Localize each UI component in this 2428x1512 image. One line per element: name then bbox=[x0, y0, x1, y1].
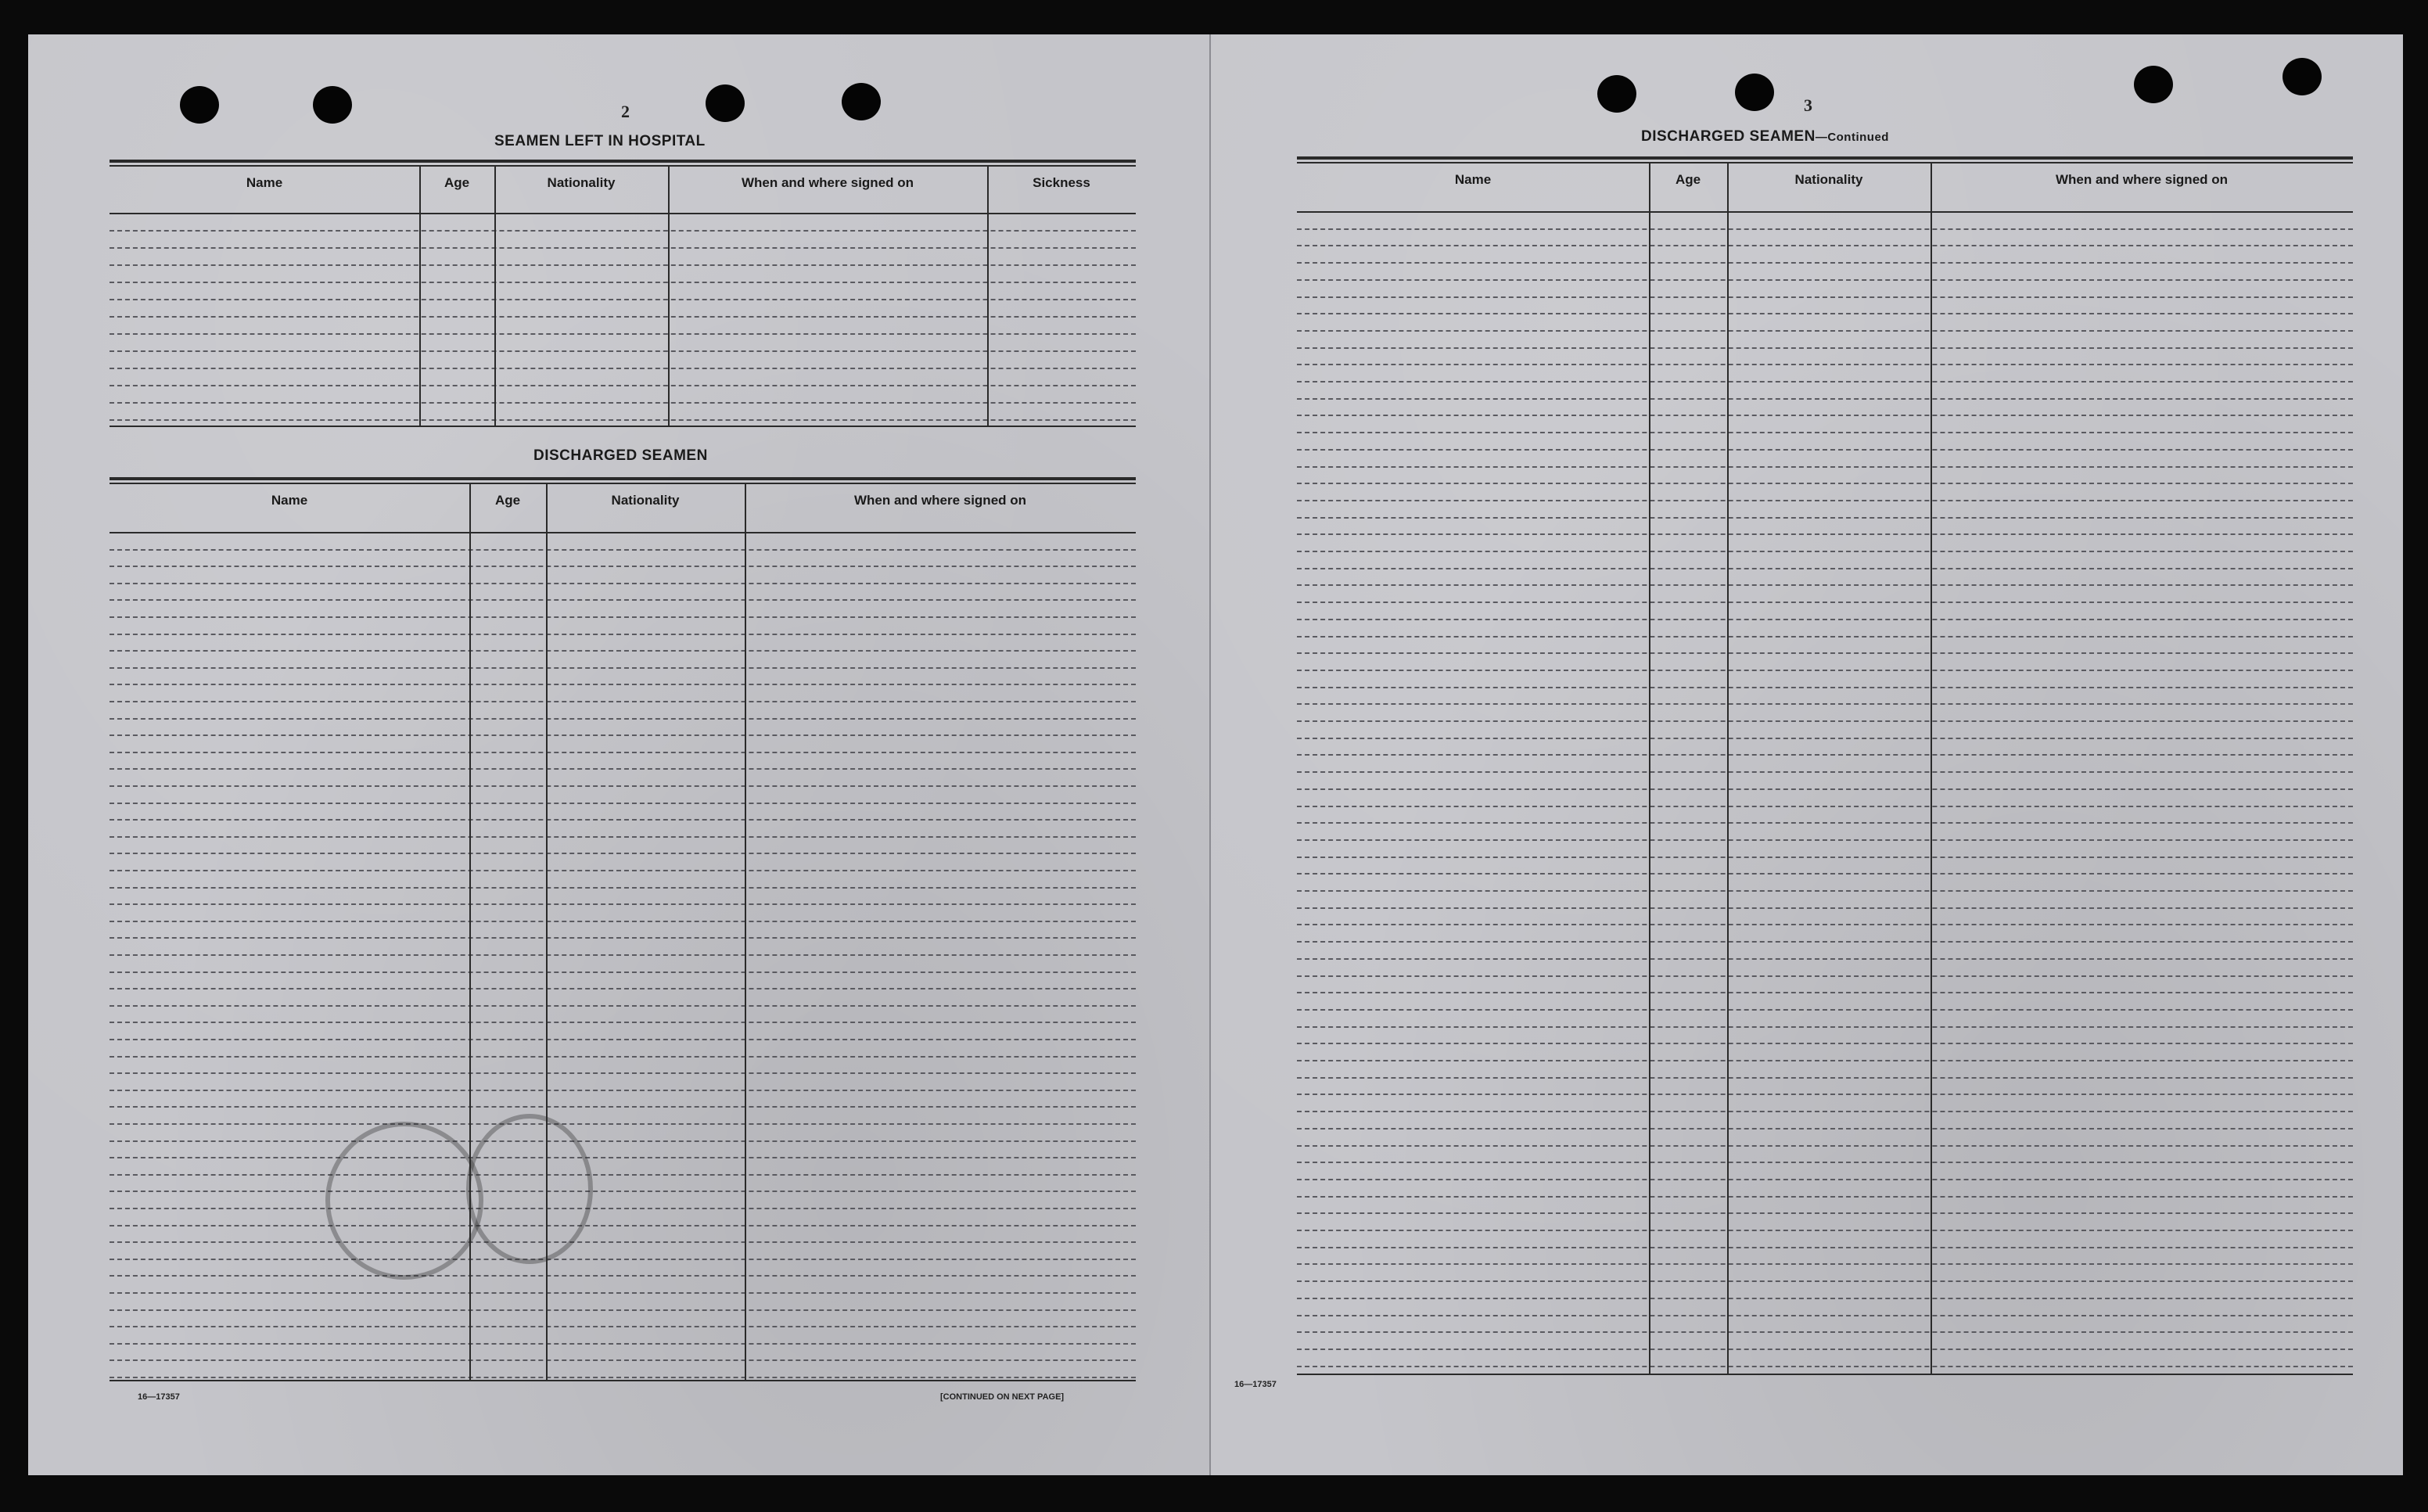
row-line bbox=[110, 1259, 1136, 1260]
row-line bbox=[110, 1309, 1136, 1311]
row-line bbox=[1297, 703, 2353, 705]
row-line bbox=[1297, 1212, 2353, 1214]
row-line bbox=[1297, 890, 2353, 892]
row-line bbox=[110, 282, 1136, 283]
row-line bbox=[1297, 992, 2353, 993]
row-line bbox=[1297, 551, 2353, 552]
row-line bbox=[1297, 754, 2353, 756]
row-line bbox=[1297, 873, 2353, 875]
row-line bbox=[110, 402, 1136, 404]
column-divider bbox=[1649, 163, 1650, 1374]
right-page bbox=[1209, 34, 2403, 1475]
discharged-section-title: DISCHARGED SEAMEN bbox=[533, 447, 708, 464]
row-line bbox=[110, 350, 1136, 352]
row-line bbox=[110, 1022, 1136, 1023]
row-line bbox=[110, 264, 1136, 266]
row-line bbox=[1297, 568, 2353, 569]
row-line bbox=[1297, 449, 2353, 451]
table-top-rule bbox=[1297, 156, 2353, 160]
row-line bbox=[110, 419, 1136, 421]
row-line bbox=[1297, 687, 2353, 688]
row-line bbox=[1297, 432, 2353, 433]
row-line bbox=[1297, 517, 2353, 519]
column-header: When and where signed on bbox=[853, 493, 1027, 508]
row-line bbox=[1297, 806, 2353, 807]
row-line bbox=[110, 385, 1136, 386]
page-number: 3 bbox=[1804, 95, 1812, 115]
row-line bbox=[110, 599, 1136, 601]
column-header: Age bbox=[444, 175, 470, 190]
row-line bbox=[110, 1275, 1136, 1277]
row-line bbox=[1297, 670, 2353, 671]
table-top-rule bbox=[1297, 162, 2353, 163]
row-line bbox=[1297, 228, 2353, 230]
table-top-rule bbox=[110, 477, 1136, 480]
row-line bbox=[1297, 975, 2353, 977]
row-line bbox=[110, 1208, 1136, 1209]
row-line bbox=[1297, 822, 2353, 824]
punch-hole bbox=[2283, 58, 2322, 95]
row-line bbox=[1297, 602, 2353, 603]
row-line bbox=[110, 887, 1136, 889]
row-line bbox=[110, 1241, 1136, 1243]
column-header: Nationality bbox=[547, 175, 616, 190]
row-line bbox=[110, 734, 1136, 736]
row-line bbox=[110, 785, 1136, 787]
column-divider bbox=[1727, 163, 1729, 1374]
table-top-rule bbox=[110, 165, 1136, 167]
row-line bbox=[1297, 1331, 2353, 1333]
form-number: 16—17357 bbox=[138, 1392, 180, 1402]
row-line bbox=[110, 634, 1136, 635]
row-line bbox=[1297, 1026, 2353, 1028]
row-line bbox=[1297, 788, 2353, 790]
punch-hole bbox=[706, 84, 745, 122]
table-top-rule bbox=[110, 160, 1136, 163]
row-line bbox=[110, 1106, 1136, 1108]
punch-hole bbox=[2134, 66, 2173, 103]
row-line bbox=[1297, 1315, 2353, 1316]
row-line bbox=[110, 752, 1136, 753]
row-line bbox=[110, 1225, 1136, 1226]
row-line bbox=[1297, 381, 2353, 382]
row-line bbox=[1297, 738, 2353, 739]
discharged-continued-title bbox=[1641, 128, 1889, 145]
row-line bbox=[110, 701, 1136, 702]
row-line bbox=[110, 230, 1136, 232]
row-line bbox=[1297, 1145, 2353, 1147]
row-line bbox=[1297, 398, 2353, 400]
row-line bbox=[1297, 1094, 2353, 1095]
column-divider bbox=[1931, 163, 1932, 1374]
row-line bbox=[110, 549, 1136, 551]
row-line bbox=[1297, 1366, 2353, 1367]
row-line bbox=[110, 583, 1136, 584]
row-line bbox=[110, 768, 1136, 770]
row-line bbox=[1297, 347, 2353, 349]
row-line bbox=[1297, 771, 2353, 773]
header-rule bbox=[110, 213, 1136, 214]
row-line bbox=[110, 333, 1136, 335]
row-line bbox=[110, 819, 1136, 821]
row-line bbox=[1297, 924, 2353, 925]
column-divider bbox=[745, 483, 746, 1380]
row-line bbox=[110, 1072, 1136, 1074]
row-line bbox=[110, 903, 1136, 905]
header-rule bbox=[1297, 211, 2353, 213]
row-line bbox=[1297, 1179, 2353, 1180]
form-number: 16—17357 bbox=[1234, 1380, 1277, 1389]
row-line bbox=[1297, 245, 2353, 246]
row-line bbox=[110, 1359, 1136, 1361]
hospital-section-title: SEAMEN LEFT IN HOSPITAL bbox=[494, 133, 706, 149]
row-line bbox=[1297, 483, 2353, 484]
row-line bbox=[1297, 584, 2353, 586]
row-line bbox=[1297, 364, 2353, 365]
table-bottom-rule bbox=[1297, 1374, 2353, 1375]
continued-note: [CONTINUED ON NEXT PAGE] bbox=[940, 1392, 1065, 1402]
row-line bbox=[1297, 652, 2353, 654]
column-divider bbox=[419, 166, 421, 426]
column-divider bbox=[987, 166, 989, 426]
page-number: 2 bbox=[621, 102, 630, 121]
table-top-rule bbox=[110, 483, 1136, 484]
row-line bbox=[1297, 839, 2353, 841]
row-line bbox=[1297, 1128, 2353, 1130]
row-line bbox=[110, 566, 1136, 567]
row-line bbox=[110, 1005, 1136, 1007]
left-page bbox=[28, 34, 1209, 1475]
row-line bbox=[1297, 1043, 2353, 1044]
row-line bbox=[110, 937, 1136, 939]
faded-stamp bbox=[325, 1122, 483, 1280]
column-header: Age bbox=[494, 493, 521, 508]
column-divider bbox=[494, 166, 496, 426]
row-line bbox=[110, 247, 1136, 249]
column-header: Sickness bbox=[1033, 175, 1090, 190]
row-line bbox=[1297, 500, 2353, 501]
row-line bbox=[1297, 1162, 2353, 1163]
row-line bbox=[110, 1326, 1136, 1327]
row-line bbox=[110, 988, 1136, 989]
row-line bbox=[1297, 279, 2353, 281]
row-line bbox=[1297, 533, 2353, 535]
title-text: DISCHARGED SEAMEN bbox=[1641, 128, 1816, 145]
row-line bbox=[1297, 907, 2353, 909]
row-line bbox=[110, 1174, 1136, 1176]
row-line bbox=[1297, 415, 2353, 416]
title-suffix: —Continued bbox=[1815, 131, 1889, 144]
row-line bbox=[1297, 636, 2353, 637]
table-bottom-rule bbox=[110, 426, 1136, 427]
row-line bbox=[110, 1123, 1136, 1125]
column-divider bbox=[668, 166, 670, 426]
row-line bbox=[1297, 1060, 2353, 1061]
row-line bbox=[110, 1090, 1136, 1091]
column-header: Nationality bbox=[1794, 172, 1863, 187]
row-line bbox=[1297, 1280, 2353, 1282]
header-rule bbox=[110, 532, 1136, 533]
row-line bbox=[110, 1039, 1136, 1040]
row-line bbox=[1297, 313, 2353, 314]
row-line bbox=[1297, 1298, 2353, 1299]
row-line bbox=[1297, 1077, 2353, 1079]
row-line bbox=[1297, 1247, 2353, 1248]
row-line bbox=[1297, 262, 2353, 264]
column-header: Nationality bbox=[611, 493, 680, 508]
row-line bbox=[110, 299, 1136, 300]
row-line bbox=[110, 667, 1136, 669]
punch-hole bbox=[180, 86, 219, 124]
row-line bbox=[1297, 857, 2353, 858]
row-line bbox=[1297, 1230, 2353, 1231]
row-line bbox=[1297, 619, 2353, 620]
row-line bbox=[110, 1292, 1136, 1294]
row-line bbox=[110, 650, 1136, 652]
table-bottom-rule bbox=[110, 1380, 1136, 1381]
row-line bbox=[1297, 1111, 2353, 1112]
row-line bbox=[110, 1157, 1136, 1158]
row-line bbox=[1297, 466, 2353, 468]
punch-hole bbox=[313, 86, 352, 124]
punch-hole bbox=[1597, 75, 1636, 113]
row-line bbox=[110, 316, 1136, 318]
row-line bbox=[110, 803, 1136, 804]
column-header: Age bbox=[1675, 172, 1701, 187]
row-line bbox=[110, 368, 1136, 369]
row-line bbox=[110, 921, 1136, 922]
punch-hole bbox=[842, 83, 881, 120]
row-line bbox=[1297, 958, 2353, 960]
row-line bbox=[110, 1191, 1136, 1192]
row-line bbox=[110, 1140, 1136, 1142]
row-line bbox=[1297, 330, 2353, 332]
row-line bbox=[110, 1056, 1136, 1058]
column-header: When and where signed on bbox=[2055, 172, 2229, 187]
column-header: Name bbox=[1454, 172, 1492, 187]
row-line bbox=[110, 718, 1136, 720]
row-line bbox=[1297, 720, 2353, 722]
row-line bbox=[110, 616, 1136, 618]
column-header: When and where signed on bbox=[741, 175, 914, 190]
row-line bbox=[110, 684, 1136, 685]
faded-stamp bbox=[466, 1114, 593, 1264]
punch-hole bbox=[1735, 74, 1774, 111]
row-line bbox=[110, 836, 1136, 838]
column-header: Name bbox=[246, 175, 283, 190]
row-line bbox=[1297, 941, 2353, 943]
column-header: Name bbox=[271, 493, 308, 508]
row-line bbox=[110, 954, 1136, 956]
document-spread bbox=[28, 34, 2401, 1475]
row-line bbox=[1297, 1349, 2353, 1350]
row-line bbox=[110, 870, 1136, 871]
row-line bbox=[110, 1343, 1136, 1345]
row-line bbox=[1297, 1009, 2353, 1011]
row-line bbox=[1297, 1263, 2353, 1265]
row-line bbox=[110, 1377, 1136, 1378]
row-line bbox=[110, 971, 1136, 973]
row-line bbox=[1297, 1196, 2353, 1198]
row-line bbox=[1297, 296, 2353, 298]
row-line bbox=[110, 853, 1136, 854]
